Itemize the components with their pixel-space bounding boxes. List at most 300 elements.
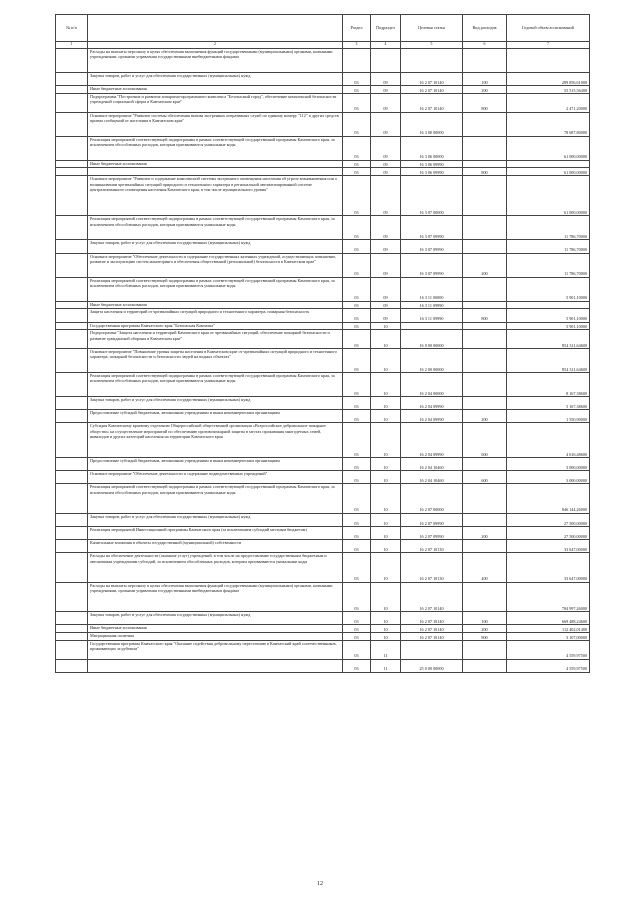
row-podrazdel-cell: 11 <box>371 659 401 672</box>
row-razdel-cell: 03 <box>343 553 371 582</box>
row-amount-cell: 78 687,80000 <box>507 112 590 136</box>
row-num-cell <box>56 136 88 160</box>
row-csr-cell: 16 2 07 10140 <box>401 582 463 611</box>
header-podrazdel: Подраздел <box>371 15 401 42</box>
row-podrazdel-cell: 09 <box>371 253 401 277</box>
row-num-cell <box>56 330 88 349</box>
row-amount-cell: 27 500,00000 <box>507 527 590 540</box>
row-num-cell <box>56 372 88 396</box>
row-amount-cell: 33 647,00000 <box>507 540 590 553</box>
row-vr-cell <box>463 176 507 216</box>
row-name-cell: Расходы на выплаты персоналу в целях обеспечения выполнения функций государственными (муниципальными) органами, казенными учреждениями, органами управления государственными внебюджетными фондами <box>88 49 343 73</box>
row-vr-cell <box>463 659 507 672</box>
row-amount-cell: 669 488,24600 <box>507 612 590 625</box>
row-razdel-cell: 03 <box>343 396 371 409</box>
table-row <box>56 168 590 176</box>
row-podrazdel-cell: 10 <box>371 484 401 513</box>
budget-table <box>55 14 590 673</box>
table-row <box>56 309 590 322</box>
row-amount-cell: 4 616,48600 <box>507 423 590 458</box>
row-num-cell <box>56 309 88 322</box>
row-amount-cell <box>507 160 590 168</box>
row-csr-cell: 16 2 07 10140 <box>401 73 463 86</box>
row-num-cell <box>56 176 88 216</box>
row-name-cell: Реализация мероприятий соответствующей подпрограммы в рамках соответствующей государственной программы Камчатского края, за исключением обособленных расходов, которым присваиваются уникальные коды <box>88 484 343 513</box>
table-row <box>56 240 590 253</box>
row-csr-cell: 16 3 00 00000 <box>401 112 463 136</box>
row-vr-cell <box>463 458 507 471</box>
row-num-cell <box>56 640 88 659</box>
row-num-cell <box>56 49 88 73</box>
row-csr-cell: 16 2 07 10140 <box>401 86 463 94</box>
row-amount-cell: 11 786,70000 <box>507 253 590 277</box>
row-vr-cell: 200 <box>463 253 507 277</box>
table-row <box>56 612 590 625</box>
row-vr-cell <box>463 484 507 513</box>
row-vr-cell: 200 <box>463 625 507 633</box>
table-body <box>56 49 590 673</box>
row-csr-cell: 16 3 06 09990 <box>401 160 463 168</box>
row-amount-cell <box>507 301 590 309</box>
row-name-cell: Иные бюджетные ассигнования <box>88 86 343 94</box>
row-vr-cell: 200 <box>463 527 507 540</box>
row-name-cell: Основное мероприятие "Развитие и содержание комплексной системы экстренного оповещения населения об угрозе возникновения или о возникновении чрезвычайных ситуаций природного и техногенного характера в региональной автоматизированной системе централизованного оповещения населения Камчатского края, в том числе муниципального уровня" <box>88 176 343 216</box>
row-razdel-cell: 03 <box>343 423 371 458</box>
row-podrazdel-cell: 09 <box>371 277 401 301</box>
row-vr-cell <box>463 513 507 526</box>
header-csr: Целевая статья <box>401 15 463 42</box>
row-num-cell <box>56 513 88 526</box>
row-razdel-cell: 03 <box>343 73 371 86</box>
col-number: 5 <box>401 42 463 49</box>
row-amount-cell: 8 167,38600 <box>507 372 590 396</box>
row-podrazdel-cell: 09 <box>371 136 401 160</box>
row-amount-cell: 846 144,26000 <box>507 484 590 513</box>
row-csr-cell: 16 2 07 09990 <box>401 513 463 526</box>
table-row <box>56 216 590 240</box>
row-razdel-cell: 03 <box>343 253 371 277</box>
row-name-cell: Реализация мероприятий соответствующей подпрограммы в рамках соответствующей государственной программы Камчатского края, за исключением обособленных расходов, которым присваиваются уникальные коды <box>88 277 343 301</box>
table-row <box>56 330 590 349</box>
header-amount: Годовой объем ассигнований <box>507 15 590 42</box>
row-name-cell: Иные бюджетные ассигнования <box>88 160 343 168</box>
row-csr-cell: 16 3 07 00000 <box>401 176 463 216</box>
row-vr-cell: 800 <box>463 309 507 322</box>
row-num-cell <box>56 540 88 553</box>
row-num-cell <box>56 471 88 484</box>
col-number: 3 <box>343 42 371 49</box>
table-row <box>56 527 590 540</box>
column-number-row <box>56 42 590 49</box>
row-num-cell <box>56 348 88 372</box>
row-name-cell: Закупка товаров, работ и услуг для обеспечения государственных (муниципальных) нужд <box>88 612 343 625</box>
row-podrazdel-cell: 10 <box>371 348 401 372</box>
row-razdel-cell: 03 <box>343 112 371 136</box>
row-csr-cell: 16 2 07 00000 <box>401 484 463 513</box>
row-razdel-cell: 03 <box>343 168 371 176</box>
row-num-cell <box>56 423 88 458</box>
row-csr-cell: 16 2 07 10140 <box>401 633 463 641</box>
table-row <box>56 513 590 526</box>
row-podrazdel-cell: 10 <box>371 612 401 625</box>
row-amount-cell: 289 856,61000 <box>507 73 590 86</box>
row-name-cell: Предоставление субсидий бюджетным, автономным учреждениям и иным некоммерческим организациям <box>88 410 343 423</box>
row-vr-cell: 200 <box>463 86 507 94</box>
row-num-cell <box>56 277 88 301</box>
row-razdel-cell: 03 <box>343 348 371 372</box>
row-amount-cell: 61 000,00000 <box>507 168 590 176</box>
row-razdel-cell: 03 <box>343 458 371 471</box>
row-razdel-cell: 03 <box>343 471 371 484</box>
table-row <box>56 633 590 641</box>
row-podrazdel-cell: 10 <box>371 582 401 611</box>
row-csr-cell: 16 3 11 09990 <box>401 309 463 322</box>
row-podrazdel-cell: 09 <box>371 86 401 94</box>
row-vr-cell <box>463 640 507 659</box>
row-vr-cell <box>463 112 507 136</box>
row-csr-cell: 16 3 11 00000 <box>401 277 463 301</box>
row-vr-cell: 200 <box>463 410 507 423</box>
row-csr-cell <box>401 322 463 330</box>
table-row <box>56 372 590 396</box>
row-razdel-cell: 03 <box>343 527 371 540</box>
row-name-cell: Реализация мероприятий Инвестиционной программы Камчатского края (за исключением субсидий местным бюджетам) <box>88 527 343 540</box>
table-row <box>56 582 590 611</box>
table-row <box>56 396 590 409</box>
row-vr-cell <box>463 216 507 240</box>
table-row <box>56 625 590 633</box>
row-vr-cell: 400 <box>463 553 507 582</box>
row-amount-cell: 2 471,20000 <box>507 93 590 112</box>
row-razdel-cell: 03 <box>343 625 371 633</box>
row-razdel-cell: 03 <box>343 659 371 672</box>
row-name-cell: Государственная программа Камчатского края "Оказание содействия добровольному переселению в Камчатский край соотечественников, проживающих за рубежом" <box>88 640 343 659</box>
row-name-cell: Миграционная политика <box>88 633 343 641</box>
row-razdel-cell: 03 <box>343 330 371 349</box>
row-amount-cell: 5 167,38600 <box>507 396 590 409</box>
row-num-cell <box>56 527 88 540</box>
row-razdel-cell: 03 <box>343 612 371 625</box>
row-podrazdel-cell: 09 <box>371 112 401 136</box>
row-podrazdel-cell: 10 <box>371 458 401 471</box>
row-name-cell: Закупка товаров, работ и услуг для обеспечения государственных (муниципальных) нужд <box>88 73 343 86</box>
row-csr-cell: 16 2 07 10140 <box>401 612 463 625</box>
row-csr-cell: 16 2 07 09990 <box>401 527 463 540</box>
header-row <box>56 15 590 42</box>
col-number: 7 <box>507 42 590 49</box>
row-csr-cell: 16 3 06 09990 <box>401 168 463 176</box>
page-number: 12 <box>317 881 323 887</box>
row-num-cell <box>56 484 88 513</box>
row-amount-cell: 61 000,00000 <box>507 176 590 216</box>
row-razdel-cell: 03 <box>343 136 371 160</box>
row-vr-cell: 800 <box>463 168 507 176</box>
row-razdel-cell: 03 <box>343 540 371 553</box>
row-num-cell <box>56 93 88 112</box>
row-razdel-cell: 03 <box>343 633 371 641</box>
row-num-cell <box>56 216 88 240</box>
row-name-cell: Основное мероприятие "Развитие системы обеспечения вызова экстренных оперативных служб по единому номеру "112" и других средств приема сообщений от населения в Камчатском крае" <box>88 112 343 136</box>
table-row <box>56 540 590 553</box>
row-razdel-cell: 03 <box>343 216 371 240</box>
row-num-cell <box>56 112 88 136</box>
row-num-cell <box>56 253 88 277</box>
row-podrazdel-cell: 10 <box>371 553 401 582</box>
row-podrazdel-cell: 10 <box>371 527 401 540</box>
row-vr-cell <box>463 160 507 168</box>
row-csr-cell: 16 3 07 09990 <box>401 253 463 277</box>
row-num-cell <box>56 553 88 582</box>
row-vr-cell <box>463 322 507 330</box>
row-name-cell: Капитальные вложения в объекты государственной (муниципальной) собственности <box>88 540 343 553</box>
row-podrazdel-cell: 09 <box>371 73 401 86</box>
row-vr-cell <box>463 540 507 553</box>
row-name-cell: Расходы на выплаты персоналу в целях обеспечения выполнения функций государственными (муниципальными) органами, казенными учреждениями, органами управления государственными внебюджетными фондами <box>88 582 343 611</box>
row-name-cell: Предоставление субсидий бюджетным, автономным учреждениям и иным некоммерческим организациям <box>88 458 343 471</box>
row-amount-cell: 1 550,90000 <box>507 410 590 423</box>
row-num-cell <box>56 396 88 409</box>
row-podrazdel-cell: 10 <box>371 410 401 423</box>
row-num-cell <box>56 612 88 625</box>
row-amount-cell: 3 000,00000 <box>507 471 590 484</box>
row-amount-cell: 3 107,00000 <box>507 633 590 641</box>
row-razdel-cell: 03 <box>343 309 371 322</box>
row-csr-cell: 16 2 04 10460 <box>401 471 463 484</box>
row-amount-cell: 61 000,00000 <box>507 136 590 160</box>
row-podrazdel-cell: 10 <box>371 625 401 633</box>
table-row <box>56 136 590 160</box>
row-podrazdel-cell <box>371 49 401 73</box>
row-name-cell: Основное мероприятие "Повышение уровня защиты населения в Камчатском крае от чрезвычайных ситуаций природного и техногенного характера, пожарной безопасности и безопасности людей на водных объектах" <box>88 348 343 372</box>
row-csr-cell: 16 2 07 10130 <box>401 540 463 553</box>
row-csr-cell: 16 3 06 00000 <box>401 136 463 160</box>
row-amount-cell: 27 500,00000 <box>507 513 590 526</box>
row-amount-cell: 5 901,10000 <box>507 277 590 301</box>
row-vr-cell: 600 <box>463 423 507 458</box>
row-vr-cell: 600 <box>463 471 507 484</box>
row-name-cell <box>88 168 343 176</box>
table-row <box>56 160 590 168</box>
row-num-cell <box>56 458 88 471</box>
row-vr-cell <box>463 49 507 73</box>
row-razdel-cell: 03 <box>343 513 371 526</box>
row-name-cell: Основное мероприятие "Обеспечение деятельности и содержание подведомственных учреждений" <box>88 471 343 484</box>
row-csr-cell: 25 0 00 00000 <box>401 659 463 672</box>
row-csr-cell: 16 2 04 10460 <box>401 458 463 471</box>
row-name-cell: Закупка товаров, работ и услуг для обеспечения государственных (муниципальных) нужд <box>88 240 343 253</box>
table-row <box>56 277 590 301</box>
col-number: 1 <box>56 42 88 49</box>
row-vr-cell <box>463 277 507 301</box>
row-name-cell: Расходы на обеспечение деятельности (оказание услуг) учреждений, в том числе на предоставление государственным бюджетным и автономным учреждениям субсидий, за исключением обособленных расходов, которым присваиваются уникальные коды <box>88 553 343 582</box>
row-amount-cell: 3 000,00000 <box>507 458 590 471</box>
table-row <box>56 322 590 330</box>
row-podrazdel-cell: 09 <box>371 301 401 309</box>
table-row <box>56 471 590 484</box>
row-amount-cell: 854 311,64600 <box>507 330 590 349</box>
row-amount-cell: 854 311,64600 <box>507 348 590 372</box>
row-num-cell <box>56 659 88 672</box>
row-amount-cell: 4 559,97500 <box>507 659 590 672</box>
row-num-cell <box>56 168 88 176</box>
row-num-cell <box>56 633 88 641</box>
row-podrazdel-cell: 09 <box>371 93 401 112</box>
table-row <box>56 423 590 458</box>
row-razdel-cell: 03 <box>343 160 371 168</box>
row-csr-cell: 16 2 07 10140 <box>401 93 463 112</box>
row-vr-cell: 800 <box>463 93 507 112</box>
table-row <box>56 93 590 112</box>
header-num: № п/п <box>56 15 88 42</box>
row-podrazdel-cell: 09 <box>371 309 401 322</box>
table-row <box>56 553 590 582</box>
row-amount-cell: 11 786,70000 <box>507 216 590 240</box>
row-razdel-cell: 03 <box>343 582 371 611</box>
row-vr-cell <box>463 301 507 309</box>
row-podrazdel-cell: 10 <box>371 471 401 484</box>
row-vr-cell <box>463 330 507 349</box>
row-csr-cell <box>401 49 463 73</box>
row-name-cell: Защита населения и территорий от чрезвычайных ситуаций природного и техногенного характера, пожарная безопасность <box>88 309 343 322</box>
row-num-cell <box>56 73 88 86</box>
row-name-cell: Иные бюджетные ассигнования <box>88 625 343 633</box>
row-podrazdel-cell: 09 <box>371 168 401 176</box>
table-row <box>56 176 590 216</box>
row-razdel-cell: 03 <box>343 240 371 253</box>
row-podrazdel-cell: 09 <box>371 240 401 253</box>
row-podrazdel-cell: 09 <box>371 176 401 216</box>
row-razdel-cell: 03 <box>343 484 371 513</box>
table-row <box>56 49 590 73</box>
row-csr-cell: 16 0 00 00000 <box>401 330 463 349</box>
row-razdel-cell: 03 <box>343 93 371 112</box>
row-csr-cell: 16 2 00 00000 <box>401 348 463 372</box>
row-amount-cell: 11 786,70000 <box>507 240 590 253</box>
row-podrazdel-cell: 10 <box>371 330 401 349</box>
row-podrazdel-cell: 10 <box>371 396 401 409</box>
row-razdel-cell: 03 <box>343 372 371 396</box>
row-csr-cell: 16 3 07 09990 <box>401 216 463 240</box>
row-vr-cell <box>463 240 507 253</box>
row-csr-cell: 16 3 07 09990 <box>401 240 463 253</box>
row-csr-cell <box>401 640 463 659</box>
row-amount-cell: 5 901,10000 <box>507 309 590 322</box>
row-razdel-cell: 03 <box>343 176 371 216</box>
table-row <box>56 73 590 86</box>
row-vr-cell <box>463 136 507 160</box>
row-vr-cell: 100 <box>463 73 507 86</box>
row-name-cell: Подпрограмма "Защита населения и территорий Камчатского края от чрезвычайных ситуаций, обеспечение пожарной безопасности и развитие гражданской обороны в Камчатском крае" <box>88 330 343 349</box>
row-vr-cell <box>463 582 507 611</box>
row-vr-cell: 800 <box>463 633 507 641</box>
table-row <box>56 112 590 136</box>
row-name-cell: Реализация мероприятий соответствующей подпрограммы в рамках соответствующей государственной программы Камчатского края, за исключением обособленных расходов, которым присваиваются уникальные коды <box>88 372 343 396</box>
row-name-cell: Иные бюджетные ассигнования <box>88 301 343 309</box>
row-num-cell <box>56 410 88 423</box>
row-vr-cell: 100 <box>463 612 507 625</box>
col-number: 6 <box>463 42 507 49</box>
row-podrazdel-cell: 10 <box>371 423 401 458</box>
row-razdel-cell: 03 <box>343 410 371 423</box>
row-name-cell: Реализация мероприятий соответствующей подпрограммы в рамках соответствующей государственной программы Камчатского края, за исключением обособленных расходов, которым присваиваются уникальные коды <box>88 136 343 160</box>
row-podrazdel-cell: 10 <box>371 513 401 526</box>
row-csr-cell: 16 2 07 10130 <box>401 553 463 582</box>
row-amount-cell: 55 515,56400 <box>507 86 590 94</box>
row-name-cell: Подпрограмма "Построение и развитие аппаратно-программного комплекса "Безопасный город", обеспечение комплексной безопасности учреждений социальной сферы в Камчатском крае" <box>88 93 343 112</box>
budget-table-sheet <box>55 14 589 673</box>
row-num-cell <box>56 301 88 309</box>
table-row <box>56 484 590 513</box>
row-name-cell: Реализация мероприятий соответствующей подпрограммы в рамках соответствующей государственной программы Камчатского края, за исключением обособленных расходов, которым присваиваются уникальные коды <box>88 216 343 240</box>
row-vr-cell <box>463 396 507 409</box>
row-vr-cell <box>463 348 507 372</box>
row-num-cell <box>56 322 88 330</box>
row-podrazdel-cell: 10 <box>371 540 401 553</box>
table-row <box>56 253 590 277</box>
table-row <box>56 659 590 672</box>
row-podrazdel-cell: 10 <box>371 372 401 396</box>
row-amount-cell: 5 901,10000 <box>507 322 590 330</box>
row-amount-cell: 784 997,26000 <box>507 582 590 611</box>
row-csr-cell: 16 2 04 09990 <box>401 396 463 409</box>
row-num-cell <box>56 86 88 94</box>
header-name <box>88 15 343 42</box>
row-podrazdel-cell: 10 <box>371 322 401 330</box>
row-name-cell <box>88 659 343 672</box>
header-razdel: Раздел <box>343 15 371 42</box>
row-razdel-cell: 03 <box>343 86 371 94</box>
row-podrazdel-cell: 11 <box>371 640 401 659</box>
row-razdel-cell: 03 <box>343 277 371 301</box>
table-row <box>56 301 590 309</box>
header-vr: Вид расходов <box>463 15 507 42</box>
row-razdel-cell: 03 <box>343 301 371 309</box>
col-number: 4 <box>371 42 401 49</box>
row-amount-cell: 33 647,00000 <box>507 553 590 582</box>
row-razdel-cell: 03 <box>343 640 371 659</box>
row-name-cell: Закупка товаров, работ и услуг для обеспечения государственных (муниципальных) нужд <box>88 513 343 526</box>
row-podrazdel-cell: 09 <box>371 160 401 168</box>
row-amount-cell: 4 559,97500 <box>507 640 590 659</box>
row-csr-cell: 16 2 04 09990 <box>401 423 463 458</box>
row-razdel-cell <box>343 49 371 73</box>
row-name-cell: Субсидия Камчатскому краевому отделению Общероссийской общественной организации «Всероссийское добровольное пожарное общество» на осуществление мероприятий по обеспечению противопожарной защиты в местах проживания многодетных семей, инвалидов и других категорий населения на территории Камчатского края <box>88 423 343 458</box>
row-vr-cell <box>463 372 507 396</box>
row-amount-cell: 112 402,01400 <box>507 625 590 633</box>
row-name-cell: Закупка товаров, работ и услуг для обеспечения государственных (муниципальных) нужд <box>88 396 343 409</box>
table-row <box>56 86 590 94</box>
row-razdel-cell: 03 <box>343 322 371 330</box>
table-row <box>56 410 590 423</box>
row-csr-cell: 16 2 04 00000 <box>401 372 463 396</box>
row-num-cell <box>56 240 88 253</box>
row-podrazdel-cell: 10 <box>371 633 401 641</box>
row-name-cell: Основное мероприятие "Обеспечение деятельности и содержание государственных казенных учреждений, осуществляющих повышение, развитие и эксплуатацию систем мониторинга и обеспечения общественной (региональной) безопасности в Камчатском крае" <box>88 253 343 277</box>
col-number: 2 <box>88 42 343 49</box>
table-row <box>56 640 590 659</box>
row-csr-cell: 16 3 11 09990 <box>401 301 463 309</box>
row-num-cell <box>56 625 88 633</box>
row-amount-cell <box>507 49 590 73</box>
row-num-cell <box>56 160 88 168</box>
row-podrazdel-cell: 09 <box>371 216 401 240</box>
row-name-cell: Государственная программа Камчатского края "Безопасная Камчатка" <box>88 322 343 330</box>
table-row <box>56 348 590 372</box>
table-row <box>56 458 590 471</box>
row-csr-cell: 16 2 07 10140 <box>401 625 463 633</box>
row-num-cell <box>56 582 88 611</box>
row-csr-cell: 16 2 04 09990 <box>401 410 463 423</box>
